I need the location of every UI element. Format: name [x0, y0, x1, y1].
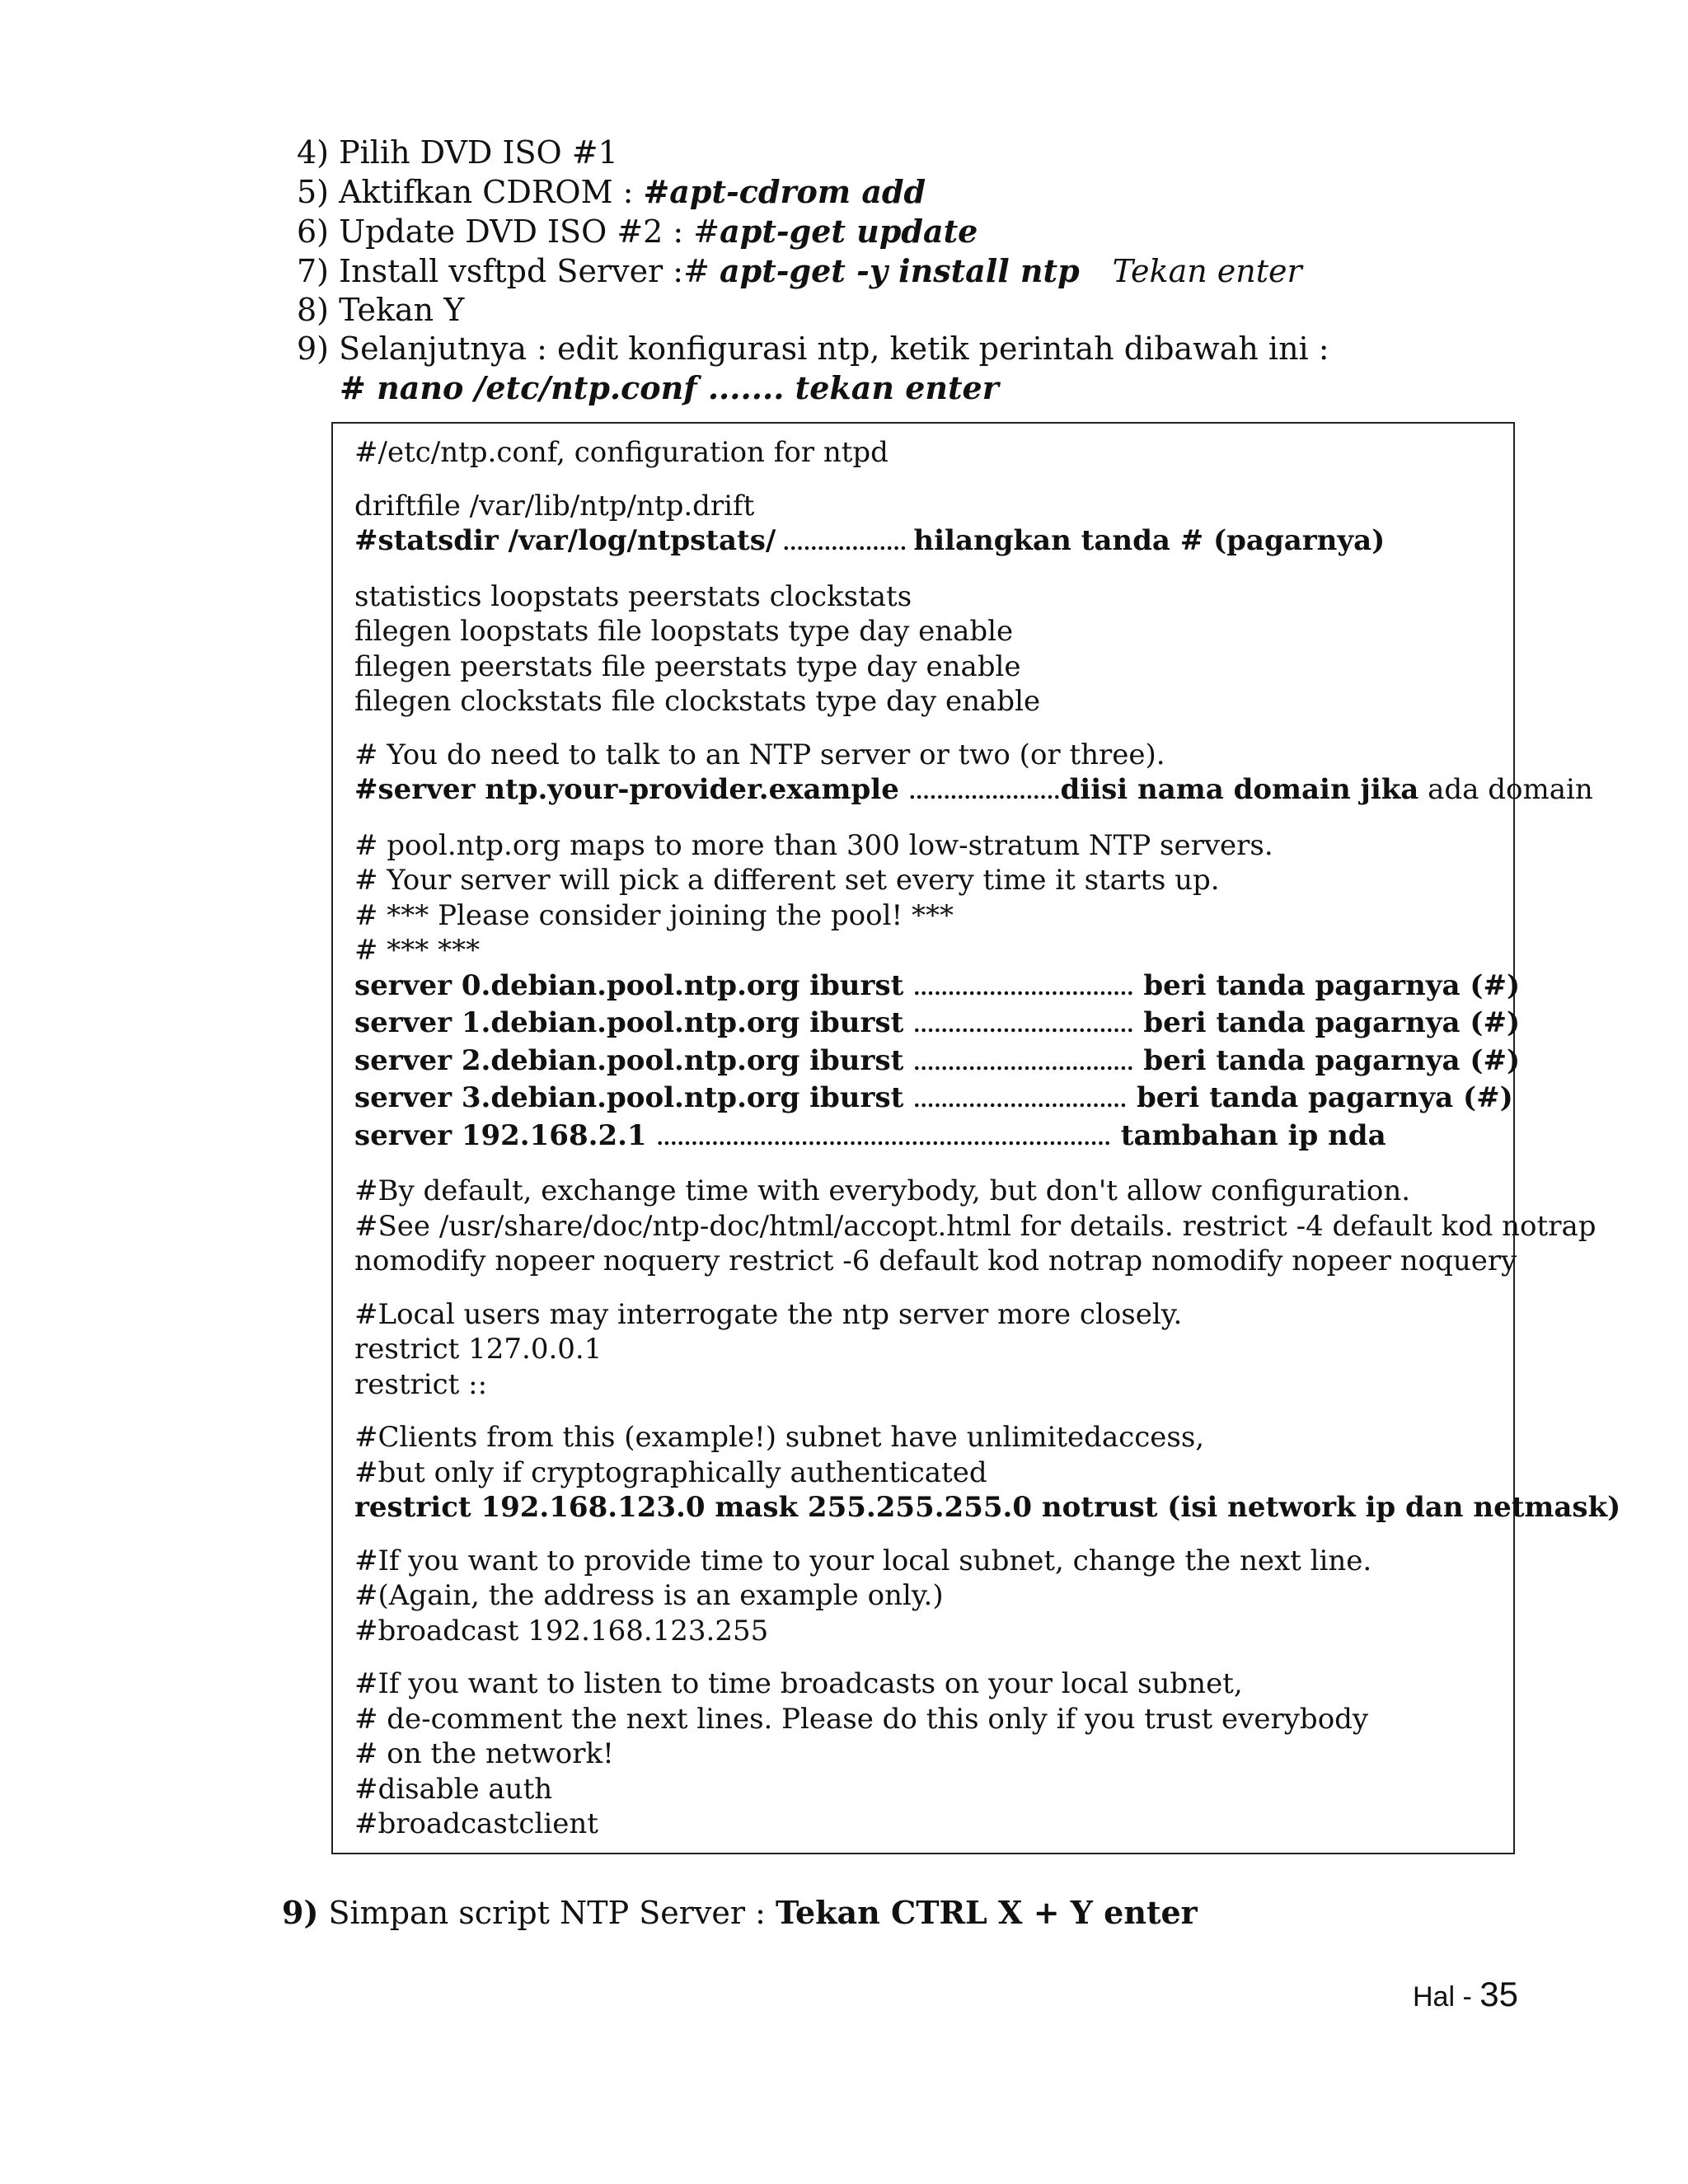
config-line: #broadcast 192.168.123.255 [354, 1614, 769, 1647]
config-line: restrict 127.0.0.1 [354, 1333, 603, 1366]
config-clients-block [354, 1420, 1621, 1526]
config-server-line: server 2.debian.pool.ntp.org iburst ................................ beri tanda pagarnya (#) [354, 1043, 1521, 1077]
config-server-line: server 3.debian.pool.ntp.org iburst ............................... beri tanda pagarnya (#) [354, 1081, 1513, 1114]
config-header: #/etc/ntp.conf, configuration for ntpd [354, 436, 889, 469]
config-line: # Your server will pick a different set every time it starts up. [354, 864, 1220, 897]
config-server-line: server 0.debian.pool.ntp.org iburst ................................ beri tanda pagarnya (#) [354, 968, 1521, 1002]
config-drift-block [354, 489, 1513, 561]
config-server-line: server 1.debian.pool.ntp.org iburst ................................ beri tanda pagarnya (#) [354, 1006, 1521, 1039]
config-header-block [354, 435, 1513, 471]
config-line: #(Again, the address is an example only.) [354, 1579, 944, 1612]
config-line: filegen loopstats file loopstats type day enable [354, 615, 1014, 648]
config-line: #If you want to provide time to your local subnet, change the next line. [354, 1544, 1372, 1577]
config-ntp-comment: # You do need to talk to an NTP server or two (or three). [354, 738, 1165, 771]
config-statsdir: #statsdir /var/log/ntpstats/ .................. hilangkan tanda # (pagarnya) [354, 524, 1386, 557]
config-line: # *** *** [354, 934, 481, 967]
config-line: statistics loopstats peerstats clockstats [354, 579, 912, 613]
save-step: 9) Simpan script NTP Server : Tekan CTRL X + Y enter [282, 1894, 1198, 1931]
config-line: # *** Please consider joining the pool! *** [354, 898, 954, 932]
step-6: 6) Update DVD ISO #2 : #apt-get update [297, 213, 978, 250]
ntp-config-box [331, 422, 1621, 1854]
config-line: #If you want to listen to time broadcasts on your local subnet, [354, 1667, 1243, 1700]
step-4: 4) Pilih DVD ISO #1 [297, 134, 618, 171]
config-line: #Clients from this (example!) subnet have unlimitedaccess, [354, 1421, 1205, 1454]
config-line: filegen clockstats file clockstats type day enable [354, 685, 1041, 718]
nano-command: # nano /etc/ntp.conf ....... tekan enter [340, 369, 999, 406]
config-server-example-block [354, 738, 1593, 810]
config-line: #broadcastclient [354, 1807, 598, 1840]
config-line: #See /usr/share/doc/ntp-doc/html/accopt.html for details. restrict -4 default kod notrap [354, 1209, 1597, 1243]
config-line: restrict :: [354, 1367, 488, 1401]
steps-list [297, 134, 1329, 407]
config-line: #but only if cryptographically authenticated [354, 1455, 987, 1489]
config-local-block [354, 1297, 1513, 1403]
config-line: # de-comment the next lines. Please do this only if you trust everybody [354, 1702, 1369, 1736]
step-7: 7) Install vsftpd Server :# apt-get -y install ntp Tekan enter [297, 252, 1302, 289]
config-stats-block [354, 579, 1513, 719]
config-restrict-subnet: restrict 192.168.123.0 mask 255.255.255.0 notrust (isi network ip dan netmask) [354, 1491, 1621, 1524]
config-line: #By default, exchange time with everybody, but don't allow configuration. [354, 1174, 1411, 1207]
step-6-command: apt-get update [720, 213, 978, 250]
config-line: filegen peerstats file peerstats type day enable [354, 649, 1021, 683]
page-number: Hal - 35 [1413, 1975, 1518, 2013]
step-5-command: #apt-cdrom add [643, 173, 926, 210]
config-line: #disable auth [354, 1772, 553, 1806]
step-7-command: apt-get -y install ntp [720, 252, 1080, 289]
step-9: 9) Selanjutnya : edit konfigurasi ntp, ketik perintah dibawah ini : [297, 330, 1329, 367]
config-server-line: server 192.168.2.1 .................................................................. tambahan ip nda [354, 1118, 1386, 1152]
config-default-block [354, 1174, 1597, 1279]
step-8: 8) Tekan Y [297, 292, 465, 328]
step-5: 5) Aktifkan CDROM : #apt-cdrom add [297, 173, 926, 210]
config-broadcast-block [354, 1544, 1513, 1649]
config-server-example: #server ntp.your-provider.example ......................diisi nama domain jika ada domain [354, 773, 1593, 806]
config-line: #Local users may interrogate the ntp server more closely. [354, 1297, 1183, 1331]
config-line: # on the network! [354, 1737, 614, 1770]
config-pool-block [354, 828, 1521, 1156]
config-line: nomodify nopeer noquery restrict -6 default kod notrap nomodify nopeer noquery [354, 1244, 1517, 1277]
config-listen-block [354, 1666, 1513, 1842]
save-keys: Tekan CTRL X + Y enter [776, 1894, 1198, 1931]
config-line: # pool.ntp.org maps to more than 300 low-stratum NTP servers. [354, 828, 1273, 862]
config-driftfile: driftfile /var/lib/ntp/ntp.drift [354, 489, 755, 523]
step-7-hint: Tekan enter [1112, 253, 1302, 289]
